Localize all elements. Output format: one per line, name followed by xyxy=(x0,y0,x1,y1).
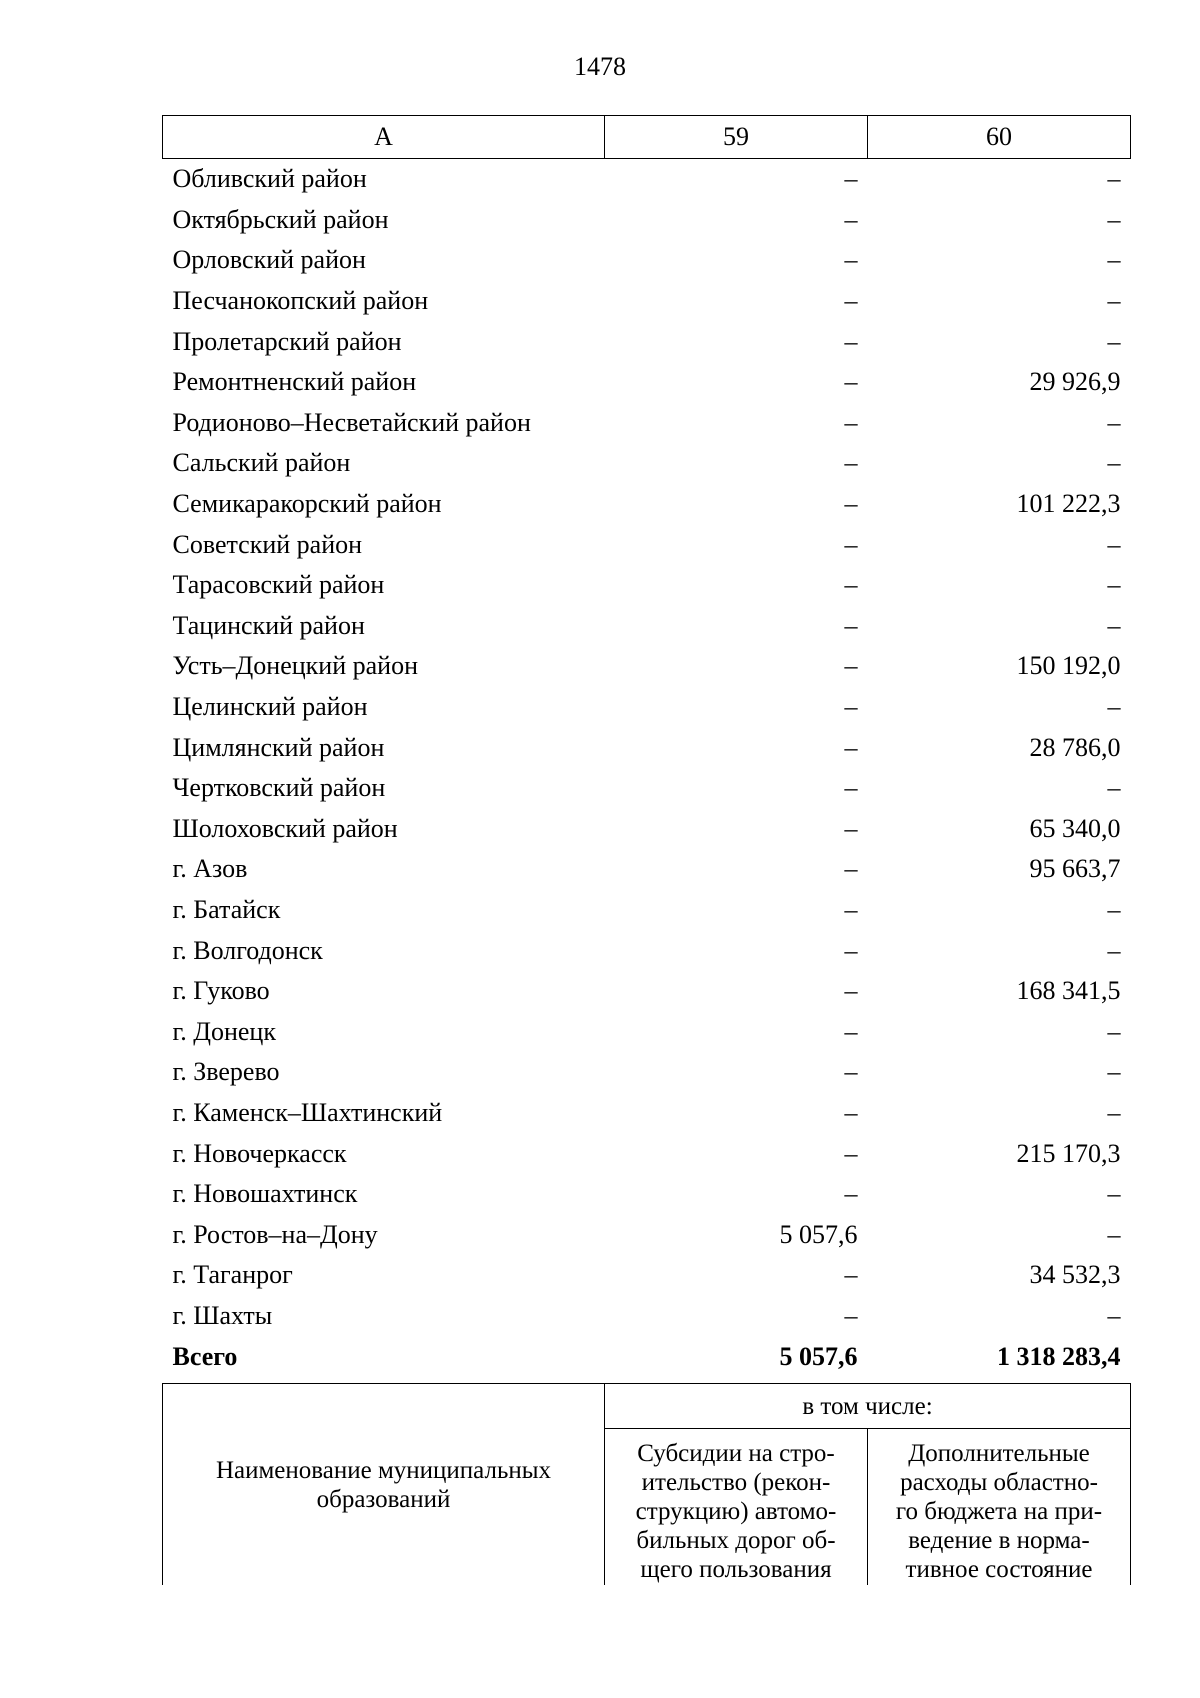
value-col-59: – xyxy=(844,1179,858,1209)
municipality-name: Обливский район xyxy=(172,164,367,194)
value-col-60: 34 532,3 xyxy=(1029,1260,1121,1290)
continuation-header xyxy=(162,1383,1130,1585)
value-col-59: – xyxy=(844,1097,858,1127)
table-row xyxy=(163,565,1131,606)
table-row xyxy=(163,524,1131,565)
value-col-60: – xyxy=(1107,894,1121,924)
value-col-60: – xyxy=(1107,286,1121,316)
value-col-60: 28 786,0 xyxy=(1029,732,1121,762)
value-col-59: – xyxy=(844,489,858,519)
municipality-name: Тарасовский район xyxy=(172,570,385,600)
municipality-name: Родионово–Несветайский район xyxy=(172,407,531,437)
municipality-name: Цимлянский район xyxy=(172,732,385,762)
table-row xyxy=(163,768,1131,809)
value-col-60: – xyxy=(1107,326,1121,356)
value-col-60: 215 170,3 xyxy=(1016,1138,1121,1168)
municipality-name: Шолоховский район xyxy=(172,813,398,843)
table-row xyxy=(163,443,1131,484)
continuation-header-table xyxy=(162,1383,1131,1585)
value-col-59: – xyxy=(844,732,858,762)
value-col-60: – xyxy=(1107,529,1121,559)
municipality-name: Песчанокопский район xyxy=(172,286,429,316)
header-col-60: 60 xyxy=(868,116,1131,159)
municipality-name: г. Новочеркасск xyxy=(172,1138,347,1168)
value-col-59: 5 057,6 xyxy=(779,1219,858,1249)
value-col-59: – xyxy=(844,1138,858,1168)
value-col-59: – xyxy=(844,692,858,722)
header-col-a: А xyxy=(163,116,605,159)
municipality-name: г. Таганрог xyxy=(172,1260,293,1290)
municipality-name: Чертковский район xyxy=(172,773,386,803)
table-row xyxy=(163,849,1131,890)
value-col-59: – xyxy=(844,448,858,478)
municipality-name: Всего xyxy=(172,1341,238,1371)
value-col-59: – xyxy=(844,935,858,965)
value-col-59: – xyxy=(844,854,858,884)
table-row xyxy=(163,240,1131,281)
table-row xyxy=(163,727,1131,768)
municipality-name: Семикаракорский район xyxy=(172,489,442,519)
total-row xyxy=(163,1336,1131,1377)
table-row xyxy=(163,281,1131,322)
municipality-name: г. Каменск–Шахтинский xyxy=(172,1097,443,1127)
header-col-59: 59 xyxy=(605,116,868,159)
subsidies-header: Субсидии на стро- ительство (рекон- струкцию) автомо- бильных дорог об- щего пользования xyxy=(605,1429,868,1586)
table-row xyxy=(163,1133,1131,1174)
column-header-row xyxy=(163,116,1131,159)
value-col-59: – xyxy=(844,367,858,397)
value-col-59: – xyxy=(844,773,858,803)
municipality-name: г. Батайск xyxy=(172,894,281,924)
municipality-name: Ремонтненский район xyxy=(172,367,417,397)
municipality-name: Орловский район xyxy=(172,245,366,275)
value-col-60: 1 318 283,4 xyxy=(997,1341,1121,1371)
municipality-name: г. Новошахтинск xyxy=(172,1179,358,1209)
table-row xyxy=(163,687,1131,728)
table-row xyxy=(163,484,1131,525)
value-col-60: – xyxy=(1107,204,1121,234)
value-col-59: – xyxy=(844,164,858,194)
table-row xyxy=(163,1214,1131,1255)
table-row xyxy=(163,1052,1131,1093)
municipality-name: г. Азов xyxy=(172,854,248,884)
value-col-60: – xyxy=(1107,164,1121,194)
value-col-59: 5 057,6 xyxy=(779,1341,858,1371)
table-row xyxy=(163,606,1131,647)
table-row xyxy=(163,971,1131,1012)
value-col-59: – xyxy=(844,813,858,843)
value-col-60: – xyxy=(1107,1219,1121,1249)
table-row xyxy=(163,321,1131,362)
municipality-name: г. Зверево xyxy=(172,1057,280,1087)
value-col-60: – xyxy=(1107,610,1121,640)
value-col-60: – xyxy=(1107,1300,1121,1330)
municipality-name: г. Волгодонск xyxy=(172,935,323,965)
table-row xyxy=(163,200,1131,241)
municipality-name: Советский район xyxy=(172,529,363,559)
value-col-60: – xyxy=(1107,1097,1121,1127)
municipality-name: Усть–Донецкий район xyxy=(172,651,418,681)
value-col-60: 95 663,7 xyxy=(1029,854,1121,884)
table-row xyxy=(163,362,1131,403)
value-col-59: – xyxy=(844,204,858,234)
value-col-60: 150 192,0 xyxy=(1016,651,1121,681)
additional-expenses-header: Дополнительные расходы областно- го бюджета на при- ведение в норма- тивное состояние xyxy=(868,1429,1131,1586)
table-row xyxy=(163,930,1131,971)
municipality-name: г. Шахты xyxy=(172,1300,273,1330)
value-col-60: – xyxy=(1107,773,1121,803)
table-row xyxy=(163,646,1131,687)
value-col-60: – xyxy=(1107,1016,1121,1046)
value-col-59: – xyxy=(844,651,858,681)
including-header: в том числе: xyxy=(605,1384,1131,1429)
table-row xyxy=(163,159,1131,200)
data-table-container xyxy=(162,115,1130,1377)
municipality-name: г. Ростов–на–Дону xyxy=(172,1219,378,1249)
municipality-name: Целинский район xyxy=(172,692,368,722)
municipality-name: г. Гуково xyxy=(172,976,270,1006)
value-col-59: – xyxy=(844,529,858,559)
table-row xyxy=(163,809,1131,850)
municipality-name: г. Донецк xyxy=(172,1016,276,1046)
value-col-59: – xyxy=(844,894,858,924)
value-col-59: – xyxy=(844,1057,858,1087)
value-col-60: 168 341,5 xyxy=(1016,976,1121,1006)
value-col-60: – xyxy=(1107,407,1121,437)
value-col-59: – xyxy=(844,1016,858,1046)
value-col-60: – xyxy=(1107,935,1121,965)
municipality-name-header: Наименование муниципальных образований xyxy=(163,1384,605,1586)
municipality-name: Октябрьский район xyxy=(172,204,389,234)
table-row xyxy=(163,1011,1131,1052)
value-col-60: 65 340,0 xyxy=(1029,813,1121,843)
data-table xyxy=(162,115,1131,1377)
municipality-name: Пролетарский район xyxy=(172,326,402,356)
value-col-60: 29 926,9 xyxy=(1029,367,1121,397)
value-col-60: – xyxy=(1107,1057,1121,1087)
table-row xyxy=(163,1174,1131,1215)
value-col-59: – xyxy=(844,245,858,275)
municipality-name: Тацинский район xyxy=(172,610,365,640)
value-col-60: – xyxy=(1107,570,1121,600)
value-col-59: – xyxy=(844,286,858,316)
table-row xyxy=(163,1093,1131,1134)
value-col-59: – xyxy=(844,1300,858,1330)
value-col-59: – xyxy=(844,570,858,600)
table-row xyxy=(163,1296,1131,1337)
table-row xyxy=(163,403,1131,444)
value-col-59: – xyxy=(844,1260,858,1290)
municipality-name: Сальский район xyxy=(172,448,351,478)
value-col-60: – xyxy=(1107,692,1121,722)
table-row xyxy=(163,890,1131,931)
value-col-60: – xyxy=(1107,245,1121,275)
value-col-60: 101 222,3 xyxy=(1016,489,1121,519)
page-number: 1478 xyxy=(574,52,626,81)
table-row xyxy=(163,1255,1131,1296)
value-col-59: – xyxy=(844,610,858,640)
value-col-59: – xyxy=(844,976,858,1006)
value-col-59: – xyxy=(844,326,858,356)
value-col-60: – xyxy=(1107,448,1121,478)
value-col-60: – xyxy=(1107,1179,1121,1209)
value-col-59: – xyxy=(844,407,858,437)
